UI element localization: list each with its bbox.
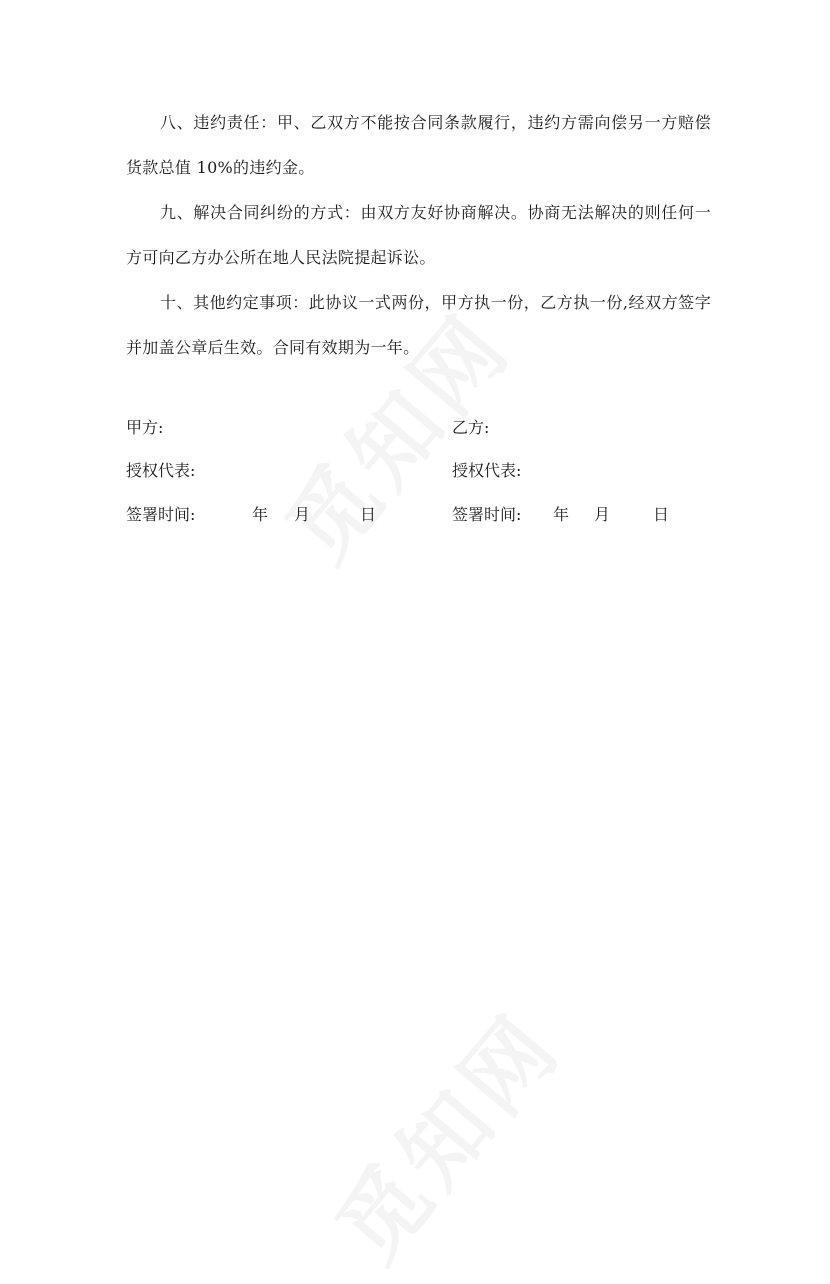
party-b-label: 乙方:	[452, 418, 490, 437]
clause-breach-liability: 八、违约责任：甲、乙双方不能按合同条款履行，违约方需向偿另一方赔偿货款总值 10%的违约金。	[126, 113, 711, 177]
clause-dispute-resolution: 九、解决合同纠纷的方式：由双方友好协商解决。协商无法解决的则任何一方可向乙方办公所在地人民法院提起诉讼。	[126, 203, 711, 267]
watermark-text	[303, 982, 585, 1284]
party-a-day: 日	[360, 505, 377, 524]
party-a-year: 年	[252, 505, 269, 524]
party-b-representative-label: 授权代表:	[452, 461, 522, 480]
party-a-label: 甲方:	[126, 418, 164, 437]
party-a-date-label: 签署时间:	[126, 505, 196, 524]
party-b-date-label: 签署时间:	[452, 505, 522, 524]
party-b-day: 日	[653, 505, 670, 524]
clause-other-terms: 十、其他约定事项：此协议一式两份，甲方执一份，乙方执一份,经双方签字并加盖公章后生效。合同有效期为一年。	[126, 293, 711, 357]
party-a-month: 月	[294, 505, 311, 524]
party-a-representative-label: 授权代表:	[126, 461, 196, 480]
party-b-month: 月	[594, 505, 611, 524]
party-b-year: 年	[553, 505, 570, 524]
